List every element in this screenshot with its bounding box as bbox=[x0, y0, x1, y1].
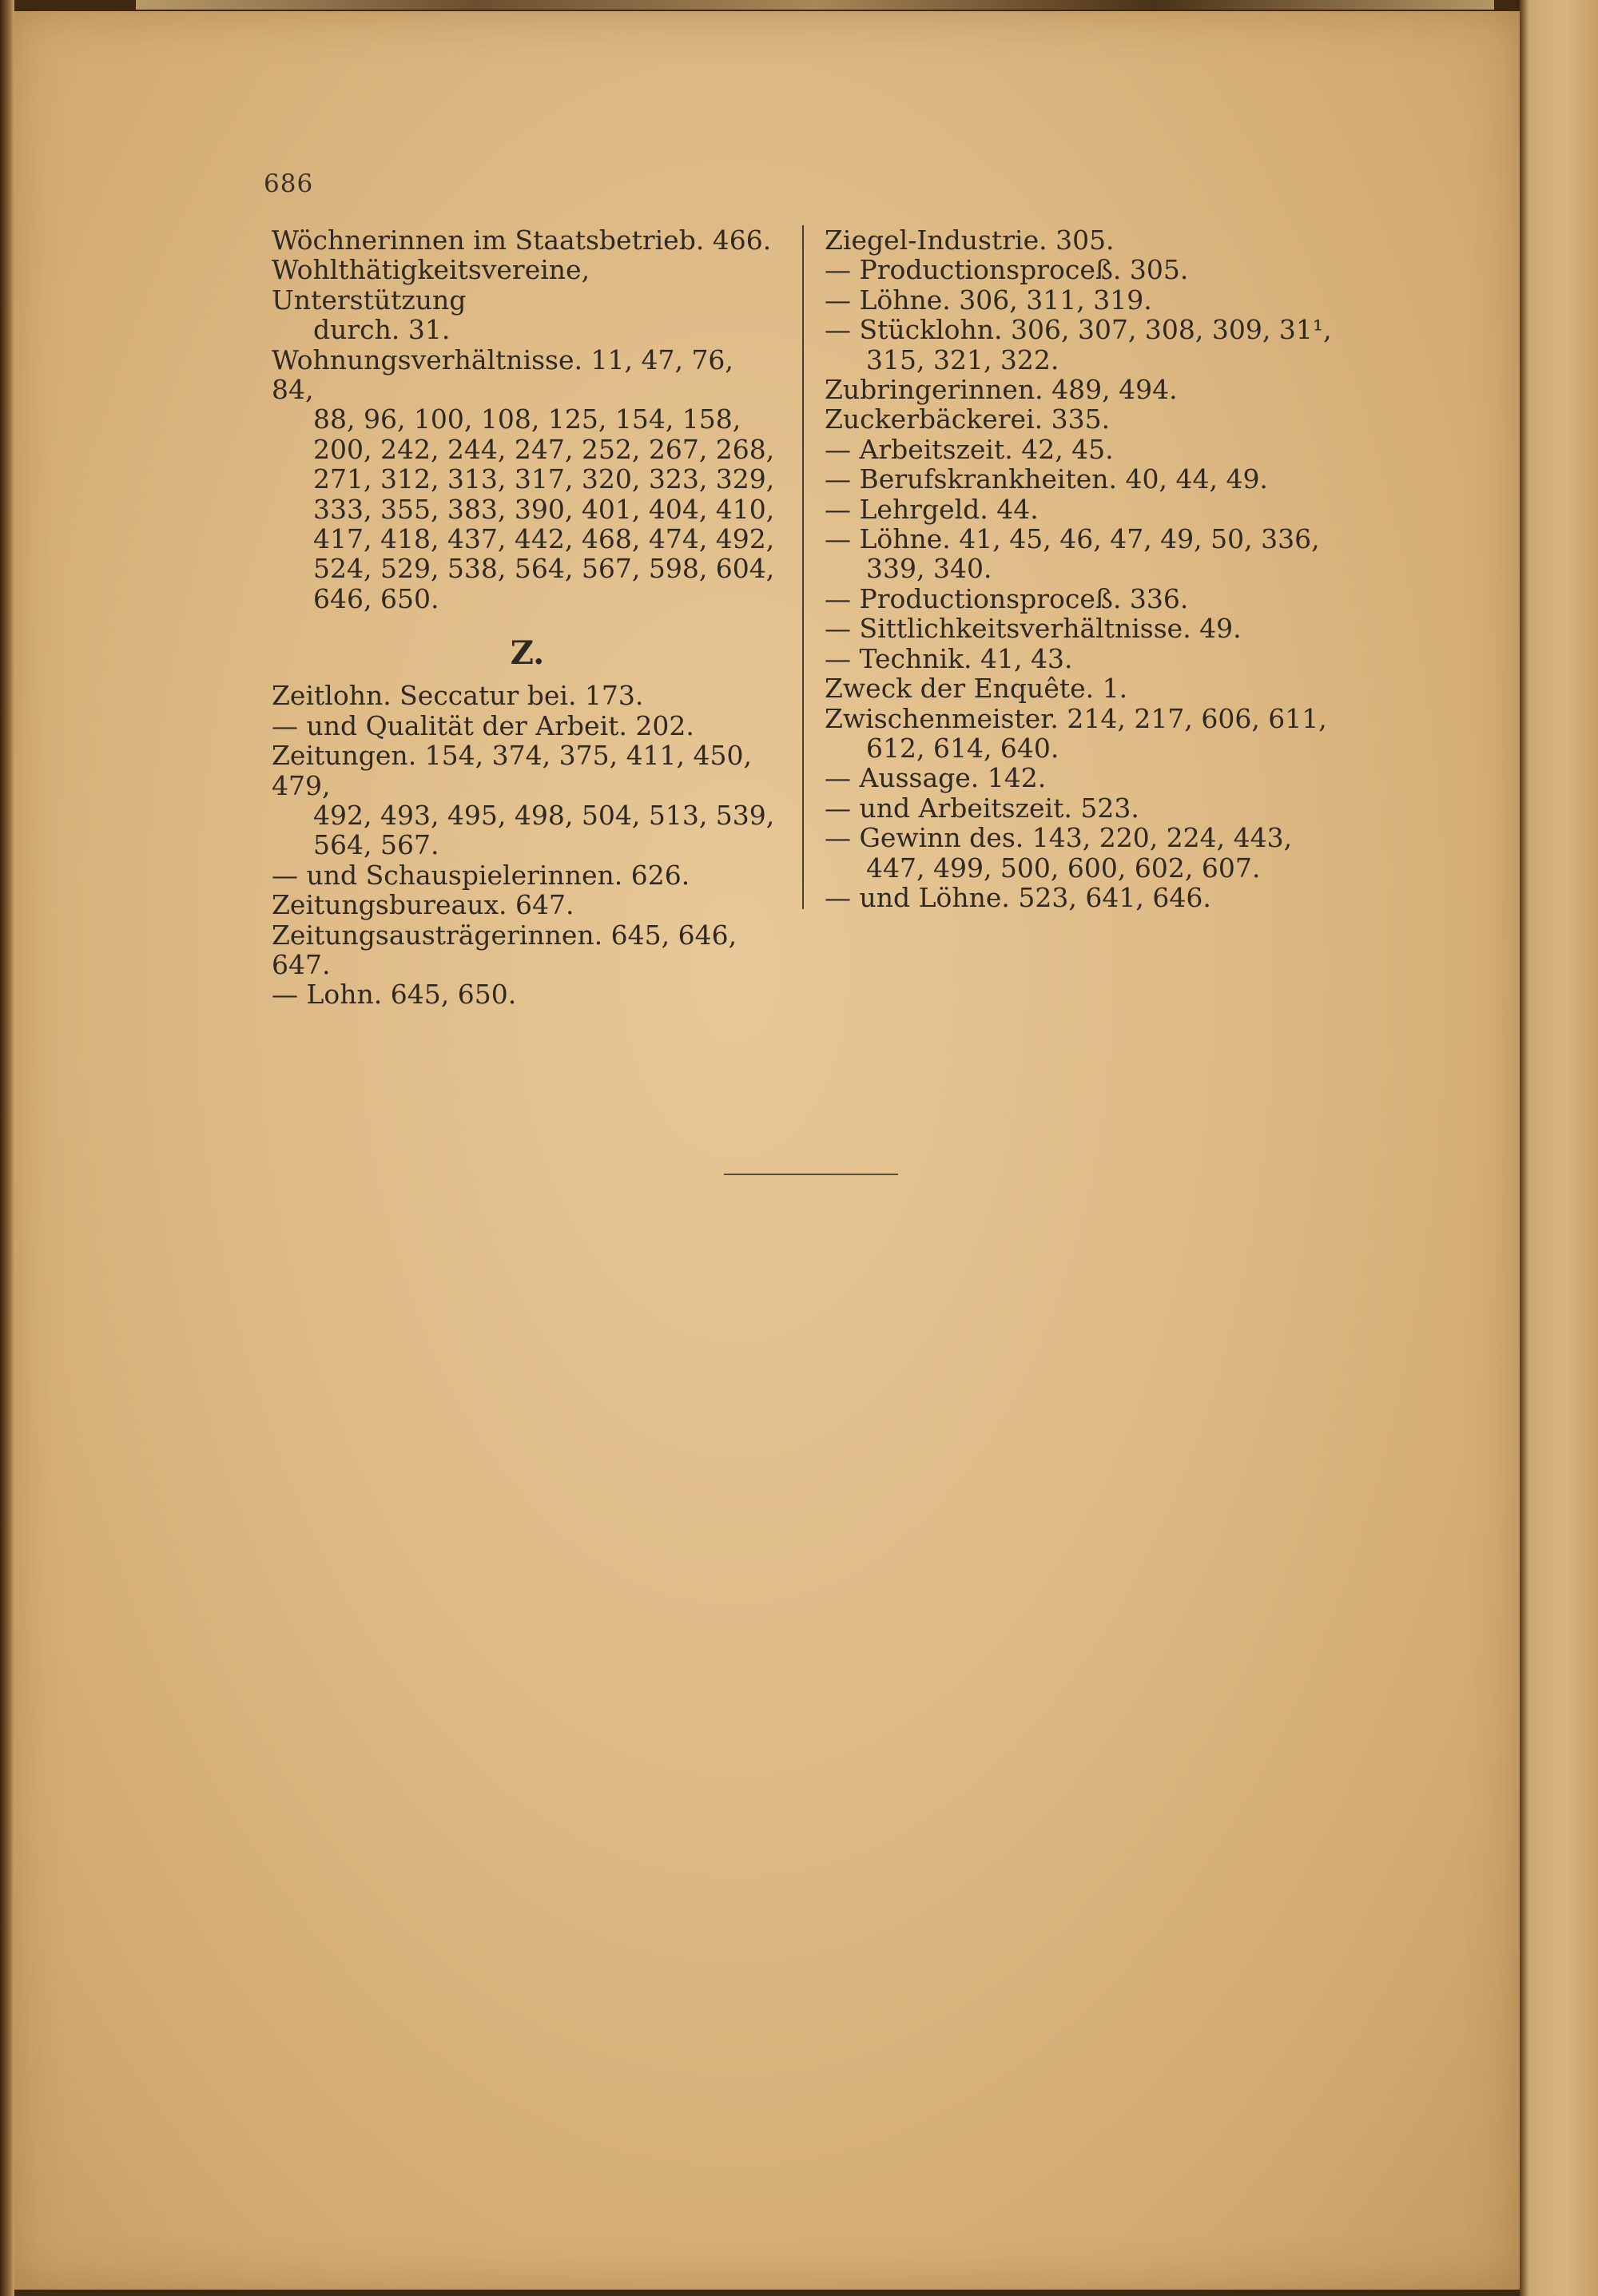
index-entry-line: — Gewinn des. 143, 220, 224, 443, bbox=[825, 822, 1293, 854]
index-entry bbox=[825, 673, 1336, 703]
index-entry bbox=[825, 614, 1336, 643]
index-entry-line: Wohnungsverhältnisse. 11, 47, 76, 84, bbox=[272, 344, 733, 406]
page-number: 686 bbox=[264, 169, 314, 198]
index-entry-line: — und Schauspielerinnen. 626. bbox=[272, 859, 690, 891]
index-entry bbox=[272, 920, 783, 980]
index-entry-line: Zweck der Enquête. 1. bbox=[825, 673, 1128, 705]
index-entry bbox=[825, 404, 1336, 434]
book-left-edge bbox=[0, 0, 14, 2296]
index-entry-line: Zeitungsausträgerinnen. 645, 646, 647. bbox=[272, 919, 737, 980]
next-page-edge bbox=[1520, 0, 1598, 2296]
index-entry bbox=[825, 435, 1336, 464]
index-entry bbox=[272, 741, 783, 860]
index-entry bbox=[825, 495, 1336, 524]
index-entry-continuation: 524, 529, 538, 564, 567, 598, 604, bbox=[313, 553, 775, 585]
index-entry bbox=[272, 681, 783, 710]
index-entry-line: Wohlthätigkeitsvereine, Unterstützung bbox=[272, 254, 590, 316]
index-column-right bbox=[825, 225, 1336, 912]
index-entry-continuation: 447, 499, 500, 600, 602, 607. bbox=[866, 852, 1261, 884]
index-entry bbox=[272, 860, 783, 890]
index-entry bbox=[825, 285, 1336, 315]
index-entry-line: Zwischenmeister. 214, 217, 606, 611, bbox=[825, 702, 1327, 734]
index-entry-line: — Löhne. 41, 45, 46, 47, 49, 50, 336, bbox=[825, 523, 1320, 555]
index-entry-line: — Berufskrankheiten. 40, 44, 49. bbox=[825, 463, 1268, 495]
index-entry bbox=[825, 584, 1336, 614]
index-entry bbox=[272, 979, 783, 1009]
index-entries-z-continued bbox=[825, 225, 1336, 912]
index-entry bbox=[825, 255, 1336, 284]
index-entry bbox=[825, 883, 1336, 912]
index-entry-line: — Löhne. 306, 311, 319. bbox=[825, 284, 1152, 316]
index-entry bbox=[825, 225, 1336, 255]
index-entry-line: — und Arbeitszeit. 523. bbox=[825, 792, 1139, 824]
index-entry-continuation: 200, 242, 244, 247, 252, 267, 268, bbox=[313, 433, 775, 465]
index-entry bbox=[272, 255, 783, 344]
index-entry-line: — Productionsproceß. 305. bbox=[825, 254, 1189, 286]
index-entry-continuation: 646, 650. bbox=[313, 582, 439, 614]
column-divider bbox=[802, 225, 804, 909]
index-entry-continuation: 564, 567. bbox=[313, 829, 439, 861]
index-entry-continuation: 271, 312, 313, 317, 320, 323, 329, bbox=[313, 463, 775, 495]
index-entry-continuation: 88, 96, 100, 108, 125, 154, 158, bbox=[313, 403, 741, 435]
index-entry bbox=[272, 890, 783, 920]
index-entry-continuation: durch. 31. bbox=[313, 314, 451, 346]
index-entry bbox=[825, 644, 1336, 673]
index-entry-line: Zeitungen. 154, 374, 375, 411, 450, 479, bbox=[272, 740, 753, 801]
index-entry-line: — Arbeitszeit. 42, 45. bbox=[825, 433, 1114, 465]
index-entry bbox=[825, 524, 1336, 584]
index-entry-line: Zeitlohn. Seccatur bei. 173. bbox=[272, 680, 644, 712]
index-entry bbox=[825, 704, 1336, 764]
index-entry-continuation: 612, 614, 640. bbox=[866, 732, 1059, 764]
end-rule bbox=[724, 1174, 898, 1175]
index-entry-line: Zubringerinnen. 489, 494. bbox=[825, 374, 1178, 406]
index-entry-line: — Lehrgeld. 44. bbox=[825, 493, 1039, 525]
index-entry bbox=[272, 345, 783, 614]
index-entry bbox=[825, 375, 1336, 404]
index-entry-line: Zuckerbäckerei. 335. bbox=[825, 403, 1111, 435]
index-entry bbox=[825, 763, 1336, 792]
index-entry-line: — Technik. 41, 43. bbox=[825, 642, 1073, 674]
index-entry-continuation: 315, 321, 322. bbox=[866, 344, 1059, 375]
index-entry bbox=[825, 464, 1336, 494]
index-entry-line: Zeitungsbureaux. 647. bbox=[272, 889, 574, 921]
index-entry bbox=[825, 793, 1336, 823]
book-top-edge bbox=[136, 0, 1494, 10]
index-entry-line: — und Löhne. 523, 641, 646. bbox=[825, 881, 1211, 913]
index-entry-line: — Sittlichkeitsverhältnisse. 49. bbox=[825, 613, 1242, 645]
index-entry-line: Wöchnerinnen im Staatsbetrieb. 466. bbox=[272, 224, 772, 256]
index-entry-line: — Stücklohn. 306, 307, 308, 309, 31¹, bbox=[825, 314, 1332, 346]
index-entry-continuation: 339, 340. bbox=[866, 553, 992, 585]
index-entries-w bbox=[272, 225, 783, 614]
index-entry-line: — Aussage. 142. bbox=[825, 762, 1047, 794]
index-entry bbox=[272, 711, 783, 741]
index-entry-line: — Productionsproceß. 336. bbox=[825, 582, 1189, 614]
index-entry-continuation: 492, 493, 495, 498, 504, 513, 539, bbox=[313, 799, 775, 831]
index-entry-line: — Lohn. 645, 650. bbox=[272, 979, 517, 1011]
index-entry-continuation: 333, 355, 383, 390, 401, 404, 410, bbox=[313, 493, 775, 525]
index-entry bbox=[272, 225, 783, 255]
index-entry-continuation: 417, 418, 437, 442, 468, 474, 492, bbox=[313, 523, 775, 555]
index-entry bbox=[825, 315, 1336, 375]
index-entry-line: — und Qualität der Arbeit. 202. bbox=[272, 709, 694, 741]
index-entry-line: Ziegel-Industrie. 305. bbox=[825, 224, 1115, 256]
index-entry bbox=[825, 823, 1336, 883]
index-column-left bbox=[272, 225, 783, 1010]
index-entries-z bbox=[272, 681, 783, 1009]
section-letter: Z. bbox=[510, 634, 545, 673]
